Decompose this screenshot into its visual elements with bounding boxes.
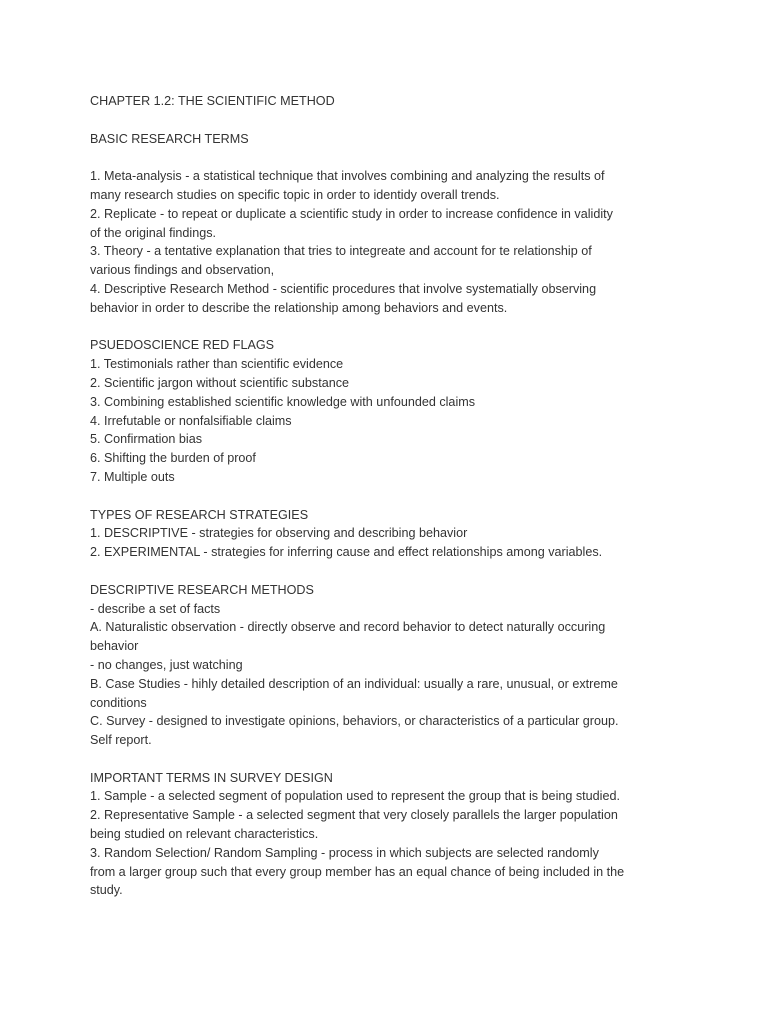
spacer <box>90 148 690 167</box>
spacer <box>90 318 690 337</box>
text-line: study. <box>90 883 123 898</box>
list-item: 3. Combining established scientific knowledge with unfounded claims <box>90 394 476 409</box>
document-body <box>90 92 690 900</box>
text-line: behavior in order to describe the relationship among behaviors and events. <box>90 300 508 315</box>
list-item: 1. DESCRIPTIVE - strategies for observing and describing behavior <box>90 526 468 541</box>
text-line: of the original findings. <box>90 225 217 240</box>
spacer <box>90 487 690 506</box>
text-line: C. Survey - designed to investigate opinions, behaviors, or characteristics of a particular group. <box>90 714 619 729</box>
section-types-of-research-strategies <box>90 506 690 562</box>
text-line: many research studies on specific topic in order to identidy overall trends. <box>90 187 500 202</box>
text-line: - describe a set of facts <box>90 601 221 616</box>
text-line: behavior <box>90 639 139 654</box>
section-heading: IMPORTANT TERMS IN SURVEY DESIGN <box>90 770 333 785</box>
text-line: conditions <box>90 695 147 710</box>
text-line: 1. Meta-analysis - a statistical technique that involves combining and analyzing the results of <box>90 169 605 184</box>
text-line: being studied on relevant characteristics. <box>90 827 319 842</box>
chapter-title: CHAPTER 1.2: THE SCIENTIFIC METHOD <box>90 94 335 108</box>
text-line: 2. Replicate - to repeat or duplicate a scientific study in order to increase confidence in validity <box>90 206 613 221</box>
section-heading: DESCRIPTIVE RESEARCH METHODS <box>90 582 314 597</box>
spacer <box>90 111 690 130</box>
section-important-terms-in-survey-design <box>90 769 690 901</box>
text-line: 1. Sample - a selected segment of population used to represent the group that is being studied. <box>90 789 620 804</box>
section-descriptive-research-methods <box>90 581 690 750</box>
list-item: 2. Scientific jargon without scientific substance <box>90 375 350 390</box>
section-heading: BASIC RESEARCH TERMS <box>90 131 249 146</box>
spacer <box>90 562 690 581</box>
text-line: 2. Representative Sample - a selected segment that very closely parallels the larger population <box>90 808 618 823</box>
section-basic-research-terms <box>90 130 690 318</box>
text-line: various findings and observation, <box>90 263 275 278</box>
text-line: 4. Descriptive Research Method - scientific procedures that involve systematially observing <box>90 281 597 296</box>
text-line: 3. Random Selection/ Random Sampling - process in which subjects are selected randomly <box>90 845 599 860</box>
text-line: from a larger group such that every group member has an equal chance of being included in the <box>90 864 625 879</box>
section-heading: PSUEDOSCIENCE RED FLAGS <box>90 338 275 353</box>
list-item: 6. Shifting the burden of proof <box>90 451 256 466</box>
text-line: B. Case Studies - hihly detailed description of an individual: usually a rare, unusual, or extreme <box>90 676 618 691</box>
text-line: A. Naturalistic observation - directly observe and record behavior to detect naturally occuring <box>90 620 606 635</box>
text-line: 3. Theory - a tentative explanation that tries to integreate and account for te relationship of <box>90 244 592 259</box>
text-line: Self report. <box>90 733 152 748</box>
list-item: 4. Irrefutable or nonfalsifiable claims <box>90 413 292 428</box>
list-item: 1. Testimonials rather than scientific evidence <box>90 357 344 372</box>
list-item: 5. Confirmation bias <box>90 432 202 447</box>
section-heading: TYPES OF RESEARCH STRATEGIES <box>90 507 309 522</box>
section-pseudoscience-red-flags <box>90 336 690 486</box>
list-item: 2. EXPERIMENTAL - strategies for inferring cause and effect relationships among variables. <box>90 545 603 560</box>
text-line: - no changes, just watching <box>90 657 243 672</box>
spacer <box>90 750 690 769</box>
list-item: 7. Multiple outs <box>90 469 175 484</box>
